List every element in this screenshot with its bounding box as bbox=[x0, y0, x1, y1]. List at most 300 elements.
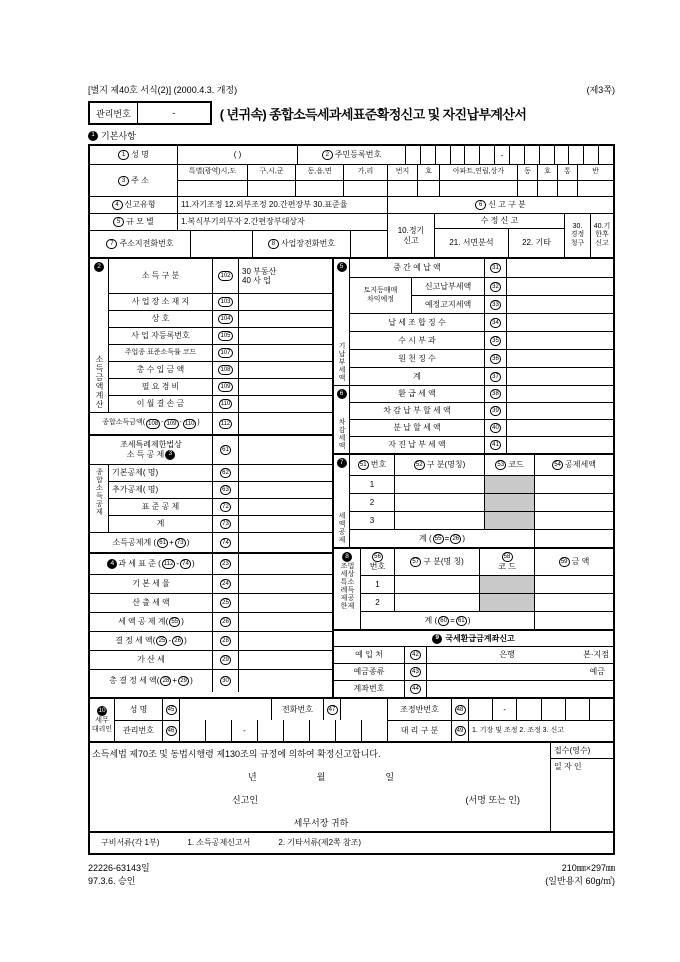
tax-base-input[interactable] bbox=[238, 554, 332, 574]
total-income-label: 종합소득금액( 108 - 109 - 110 ) bbox=[90, 412, 212, 434]
num-37: 37 bbox=[490, 372, 501, 382]
team-number-box[interactable] bbox=[468, 699, 492, 720]
num-57: 57 bbox=[410, 557, 421, 567]
agent-mgmt-box[interactable] bbox=[179, 720, 205, 741]
num-35: 35 bbox=[490, 336, 501, 346]
trade-name-label: 상 호 bbox=[108, 310, 212, 327]
ref-25: 25 bbox=[156, 636, 167, 646]
prepaid-total-input[interactable] bbox=[506, 367, 613, 385]
num-25: 25 bbox=[220, 598, 231, 608]
agent-mgmt-box[interactable] bbox=[309, 720, 335, 741]
addr-input-ban[interactable] bbox=[577, 180, 613, 196]
num-107: 107 bbox=[220, 350, 231, 356]
credit-head-name: 52 구 분(명칭) bbox=[394, 455, 484, 475]
notice-tax-label: 예정고지세액 bbox=[411, 295, 484, 313]
docs-section bbox=[90, 831, 613, 853]
num-73-cell bbox=[212, 515, 238, 532]
total-decided-tax-input[interactable] bbox=[238, 669, 332, 692]
section-8-marker: 8 bbox=[342, 552, 352, 562]
gubun-correction[interactable]: 30. 경정 청구 bbox=[564, 213, 590, 257]
deposit-bank-label: 예 입 처 bbox=[334, 646, 404, 663]
credit-head-amount: 54 공제세액 bbox=[534, 455, 613, 475]
installment-input[interactable] bbox=[506, 419, 613, 436]
special-row-name-input[interactable] bbox=[394, 575, 479, 593]
num-31: 31 bbox=[490, 263, 501, 273]
rrn-digit-box[interactable] bbox=[420, 146, 435, 164]
docs-item-1: 1. 소득공제신고서 bbox=[187, 838, 251, 848]
voluntary-pay-input[interactable] bbox=[506, 436, 613, 453]
footer-approval: 97.3.6. 승인 bbox=[88, 876, 136, 886]
agent-role-label: 대 리 구 분 bbox=[387, 720, 451, 741]
num-43: 43 bbox=[410, 667, 421, 677]
docs-label: 구비서류(각 1부) bbox=[101, 838, 160, 848]
rrn-digit-box[interactable] bbox=[509, 146, 524, 164]
num-37-cell bbox=[484, 367, 506, 385]
team-number-box[interactable] bbox=[541, 699, 565, 720]
num-60: 60 bbox=[438, 616, 449, 626]
rrn-digit-box[interactable] bbox=[583, 146, 598, 164]
num-102: 102 bbox=[220, 273, 231, 279]
num-59: 59 bbox=[559, 557, 570, 567]
expenses-input[interactable] bbox=[238, 378, 332, 395]
rrn-dash: - bbox=[494, 146, 509, 164]
num-42: 42 bbox=[410, 650, 421, 660]
addr-col-ban: 반 bbox=[577, 164, 613, 180]
refund-account-header: 9 국세환급금계좌신고 bbox=[334, 631, 613, 646]
team-number-boxes bbox=[468, 699, 613, 720]
addr-col-bunji: 번지 bbox=[387, 164, 417, 180]
balance-rail-label: 차감세액 bbox=[338, 418, 345, 450]
interim-prepay-label: 중 간 예 납 액 bbox=[349, 259, 484, 277]
special-row-name-input[interactable] bbox=[394, 593, 479, 611]
num-48-cell bbox=[451, 699, 468, 720]
num-104: 104 bbox=[220, 316, 231, 322]
team-number-box[interactable] bbox=[589, 699, 613, 720]
date-month-label[interactable]: 월 bbox=[316, 772, 326, 782]
num-40-cell bbox=[484, 419, 506, 436]
addr-input-tong[interactable] bbox=[557, 180, 577, 196]
standard-deduction-input[interactable] bbox=[238, 498, 332, 515]
special-head-name: 57 구 분(명 칭) bbox=[394, 549, 479, 575]
tax-assoc-input[interactable] bbox=[506, 313, 613, 331]
name-label: 성 명 bbox=[131, 150, 149, 160]
footer-paper-type: (일반용지 60g/㎡) bbox=[545, 876, 615, 886]
num-45-cell bbox=[162, 699, 179, 720]
interim-prepay-input[interactable] bbox=[506, 259, 613, 277]
section-1-marker: 1 bbox=[88, 131, 98, 141]
biz-phone-input[interactable] bbox=[350, 230, 387, 257]
credit-row-code-cell bbox=[484, 475, 534, 493]
special-rail-line2: 법상소득공제 bbox=[347, 562, 354, 610]
rrn-digit-box[interactable] bbox=[464, 146, 479, 164]
name-input[interactable]: ( ) bbox=[177, 146, 297, 164]
installment-label: 분 납 할 세 액 bbox=[349, 419, 484, 436]
credit-row-name-input[interactable] bbox=[394, 493, 484, 511]
biz-phone-label: 사업장전화번호 bbox=[280, 239, 336, 249]
agent-mgmt-box[interactable] bbox=[257, 720, 283, 741]
num-23: 23 bbox=[220, 559, 231, 569]
credit-row-name-input[interactable] bbox=[394, 511, 484, 529]
account-number-input[interactable] bbox=[426, 680, 613, 697]
num-29-cell bbox=[212, 650, 238, 669]
agent-mgmt-label: 관리번호 bbox=[114, 720, 162, 741]
num-103: 103 bbox=[220, 299, 231, 305]
credit-rail bbox=[334, 455, 349, 547]
ref-61b: 61 bbox=[456, 616, 467, 626]
home-phone-input[interactable] bbox=[190, 230, 252, 257]
gubun-regular[interactable]: 10.정기 신고 bbox=[387, 213, 434, 257]
agent-phone-input[interactable] bbox=[340, 699, 387, 720]
credit-total-input[interactable] bbox=[534, 529, 613, 547]
decided-tax-label: 결 정 세 액( 25 - 26 ) bbox=[90, 631, 212, 650]
special-row-amount-input[interactable] bbox=[534, 593, 613, 611]
deposit-bank-input[interactable] bbox=[426, 646, 613, 663]
total-decided-tax-label: 총 결 정 세 액( 28 + 29 ) bbox=[90, 669, 212, 692]
special-row-amount-input[interactable] bbox=[534, 575, 613, 593]
receipt-stamp-label-1: 접수(영수) bbox=[551, 743, 613, 759]
agent-name-input[interactable] bbox=[179, 699, 271, 720]
rrn-digit-box[interactable] bbox=[405, 146, 420, 164]
receipt-stamp-label-2: 일 자 인 bbox=[554, 762, 582, 771]
special-deduction-label: 조세특례제한법상 소 득 공 제 3 bbox=[120, 440, 182, 459]
report-type-label: 신고유형 bbox=[124, 200, 156, 210]
agent-mgmt-box[interactable] bbox=[361, 720, 387, 741]
ref-108: 108 bbox=[148, 420, 159, 427]
tax-base-label: 4 과 세 표 준 ( 112 - 74 ) bbox=[90, 554, 212, 574]
agent-role-options[interactable]: 1. 기장 및 조정 2. 조정 3. 신고 bbox=[468, 720, 613, 741]
num-108-cell bbox=[212, 361, 238, 378]
addr-col-city: 특별(광역)시,도 bbox=[177, 164, 247, 180]
num-46: 46 bbox=[166, 726, 177, 736]
comp-deduction-rail-label: 종합소득공제 bbox=[95, 468, 103, 516]
num-49-cell bbox=[451, 720, 468, 741]
deposit-type-label: 예금종류 bbox=[334, 663, 404, 680]
agent-mgmt-box[interactable] bbox=[283, 720, 309, 741]
num-40: 40 bbox=[490, 423, 501, 433]
computed-tax-input[interactable] bbox=[238, 593, 332, 612]
team-number-box[interactable] bbox=[516, 699, 540, 720]
credit-row-amount-input[interactable] bbox=[534, 493, 613, 511]
num-5: 5 bbox=[113, 217, 124, 227]
date-year-label[interactable]: 년 bbox=[247, 772, 257, 782]
ref-110: 110 bbox=[184, 420, 195, 427]
management-number-label: 관리번호 bbox=[96, 108, 131, 119]
ref-109: 109 bbox=[166, 420, 177, 427]
account-number-label: 계좌번호 bbox=[334, 680, 404, 697]
receipt-stamp-area bbox=[551, 774, 613, 831]
biz-phone-label-cell bbox=[252, 230, 350, 257]
num-24-cell bbox=[212, 574, 238, 593]
num-23-cell bbox=[212, 554, 238, 574]
withholding-label: 원 천 징 수 bbox=[349, 349, 484, 367]
rrn-digit-box[interactable] bbox=[568, 146, 583, 164]
agent-mgmt-box[interactable] bbox=[335, 720, 361, 741]
footer-form-code: 22226-63143일 bbox=[88, 863, 150, 873]
signature-note[interactable]: (서명 또는 인) bbox=[465, 795, 520, 805]
tax-assoc-label: 납 세 조 합 징 수 bbox=[349, 313, 484, 331]
num-56: 56 bbox=[372, 552, 383, 562]
rrn-digit-box[interactable] bbox=[450, 146, 465, 164]
branch-suffix: 본·지점 bbox=[583, 650, 609, 660]
num-3: 3 bbox=[118, 176, 129, 186]
agent-mgmt-dash: - bbox=[231, 720, 257, 741]
gubun-amend-etc[interactable]: 22. 기타 bbox=[508, 228, 564, 257]
basic-deduction-label: 기본공제( 명) bbox=[108, 464, 212, 481]
penalty-tax-label: 가 산 세 bbox=[90, 650, 212, 669]
team-number-dash: - bbox=[492, 699, 516, 720]
special-table-rail bbox=[334, 549, 360, 629]
net-payable-label: 차 감 납 부 할 세 액 bbox=[349, 402, 484, 419]
income-type-num-cell bbox=[212, 259, 238, 293]
docs-row bbox=[90, 833, 613, 853]
rrn-digit-box[interactable] bbox=[479, 146, 494, 164]
biz-reg-no-input[interactable] bbox=[238, 327, 332, 344]
deposit-suffix: 예금 bbox=[589, 667, 605, 677]
section-4-marker: 4 bbox=[107, 559, 117, 569]
rrn-digit-box[interactable] bbox=[539, 146, 554, 164]
deduction-subtotal-input[interactable] bbox=[238, 515, 332, 532]
num-107-cell bbox=[212, 344, 238, 361]
net-payable-input[interactable] bbox=[506, 402, 613, 419]
land-sale-label: 토지등매매 차익예정 bbox=[349, 277, 411, 313]
basic-deduction-input[interactable] bbox=[238, 464, 332, 481]
income-rail-label: 소득금액계산 bbox=[95, 355, 104, 409]
ref-29: 29 bbox=[178, 676, 189, 686]
credit-row-code-cell bbox=[484, 493, 534, 511]
num-38-cell bbox=[484, 385, 506, 402]
num-34: 34 bbox=[490, 318, 501, 328]
addr-input-dong2[interactable] bbox=[517, 180, 537, 196]
refund-tax-input[interactable] bbox=[506, 385, 613, 402]
agent-section bbox=[90, 697, 613, 741]
tax-rate-label: 기 본 세 율 bbox=[90, 574, 212, 593]
special-total-input[interactable] bbox=[534, 611, 613, 629]
addr-col-gari: 가,리 bbox=[343, 164, 387, 180]
num-72: 72 bbox=[220, 502, 231, 512]
biz-address-input[interactable] bbox=[238, 293, 332, 310]
loss-carryover-input[interactable] bbox=[238, 395, 332, 412]
section-3-marker: 3 bbox=[165, 450, 175, 460]
gubun-amend-paper[interactable]: 21. 서면분석 bbox=[434, 228, 508, 257]
reported-paid-input[interactable] bbox=[506, 277, 613, 295]
num-42-cell bbox=[404, 646, 426, 663]
rrn-digit-box[interactable] bbox=[554, 146, 569, 164]
report-type-label-cell bbox=[90, 196, 177, 213]
occasional-levy-label: 수 시 부 과 bbox=[349, 331, 484, 349]
expenses-label: 필 요 경 비 bbox=[108, 378, 212, 395]
date-day-label[interactable]: 일 bbox=[385, 772, 395, 782]
gubun-late[interactable]: 40.기 한후 신고 bbox=[590, 213, 613, 257]
num-48: 48 bbox=[455, 705, 466, 715]
home-phone-label-cell bbox=[90, 230, 190, 257]
num-52: 52 bbox=[414, 460, 425, 470]
addr-input-apt[interactable] bbox=[439, 180, 517, 196]
num-51: 51 bbox=[358, 460, 369, 470]
withholding-input[interactable] bbox=[506, 349, 613, 367]
notice-tax-input[interactable] bbox=[506, 295, 613, 313]
ref-112: 112 bbox=[163, 561, 174, 567]
special-deduction-input[interactable] bbox=[238, 436, 332, 464]
num-39-cell bbox=[484, 402, 506, 419]
num-38: 38 bbox=[490, 389, 501, 399]
balance-rail bbox=[334, 385, 349, 453]
form-title: ( 년귀속) 종합소득세과세표준확정신고 및 자진납부계산서 bbox=[219, 106, 527, 122]
num-43-cell bbox=[404, 663, 426, 680]
reported-paid-label: 신고납부세액 bbox=[411, 277, 484, 295]
num-53: 53 bbox=[495, 460, 506, 470]
addr-col-ho1: 호 bbox=[417, 164, 439, 180]
section-2-marker: 2 bbox=[94, 262, 104, 272]
declaration-section bbox=[90, 741, 613, 831]
trade-name-input[interactable] bbox=[238, 310, 332, 327]
deposit-type-input[interactable] bbox=[426, 663, 613, 680]
top-line bbox=[88, 83, 615, 96]
num-63: 63 bbox=[220, 485, 231, 495]
num-105: 105 bbox=[220, 333, 231, 339]
rrn-boxes bbox=[405, 146, 613, 164]
num-61: 61 bbox=[220, 445, 231, 455]
credit-head-code: 53 코드 bbox=[484, 455, 534, 475]
rrn-digit-box[interactable] bbox=[524, 146, 539, 164]
scale-options[interactable]: 1.복식부기의무자 2.간편장부대상자 bbox=[177, 213, 387, 230]
rrn-digit-box[interactable] bbox=[598, 146, 613, 164]
num-34-cell bbox=[484, 313, 506, 331]
declarant-label: 신고인 bbox=[232, 795, 259, 805]
num-25-cell bbox=[212, 593, 238, 612]
industry-code-input[interactable] bbox=[238, 344, 332, 361]
num-36-cell bbox=[484, 349, 506, 367]
num-110: 110 bbox=[220, 401, 231, 407]
num-45: 45 bbox=[166, 705, 177, 715]
agent-rail: 10 세무 대리인 bbox=[91, 706, 113, 733]
agent-mgmt-boxes bbox=[179, 720, 387, 741]
num-31-cell bbox=[484, 259, 506, 277]
prepaid-rail-label: 기납부세액 bbox=[338, 342, 345, 382]
section-10-marker: 10 bbox=[97, 706, 107, 716]
addr-col-apt: 아파트,연립,상가 bbox=[439, 164, 517, 180]
addr-input-bunji[interactable] bbox=[387, 180, 417, 196]
section-1-label: 기본사항 bbox=[101, 131, 136, 141]
num-4: 4 bbox=[112, 200, 123, 210]
report-type-options[interactable]: 11.자기조정 12.외부조정 20.간편장부 30.표준율 bbox=[177, 196, 387, 213]
deduction-subtotal-label: 계 bbox=[108, 515, 212, 532]
addr-col-gu: 구,시,군 bbox=[247, 164, 295, 180]
section-9-marker: 9 bbox=[432, 634, 442, 644]
addr-input-ho1[interactable] bbox=[417, 180, 439, 196]
name-label-cell bbox=[90, 146, 177, 164]
footer-paper-size: 210㎜×297㎜ bbox=[561, 863, 615, 873]
extra-deduction-input[interactable] bbox=[238, 481, 332, 498]
tax-credit-total-input[interactable] bbox=[238, 612, 332, 631]
special-row-no: 2 bbox=[360, 593, 394, 611]
num-30-cell bbox=[212, 669, 238, 692]
income-rail bbox=[90, 259, 108, 412]
num-73: 73 bbox=[220, 519, 231, 529]
credit-row-amount-input[interactable] bbox=[534, 475, 613, 493]
address-label-cell bbox=[90, 164, 177, 196]
num-110-cell bbox=[212, 395, 238, 412]
addr-input-gu[interactable] bbox=[247, 180, 295, 196]
rrn-label-cell bbox=[297, 146, 405, 164]
agent-mgmt-box[interactable] bbox=[205, 720, 231, 741]
occasional-levy-input[interactable] bbox=[506, 331, 613, 349]
credit-row-amount-input[interactable] bbox=[534, 511, 613, 529]
industry-code-label: 주업종 표준소득률 코드 bbox=[108, 344, 212, 361]
num-29: 29 bbox=[220, 655, 231, 665]
credit-row-no: 1 bbox=[349, 475, 394, 493]
num-47: 47 bbox=[327, 705, 338, 715]
ref-73: 73 bbox=[175, 538, 186, 548]
deduction-total-input[interactable] bbox=[238, 532, 332, 552]
num-8: 8 bbox=[268, 239, 279, 249]
right-column bbox=[334, 259, 613, 697]
scale-label-cell bbox=[90, 213, 177, 230]
tax-office-line: 세무서장 귀하 bbox=[293, 818, 349, 828]
num-41-cell bbox=[484, 436, 506, 453]
addr-input-gari[interactable] bbox=[343, 180, 387, 196]
num-24: 24 bbox=[220, 579, 231, 589]
main-section bbox=[90, 257, 613, 697]
total-revenue-input[interactable] bbox=[238, 361, 332, 378]
ref-26: 26 bbox=[172, 636, 183, 646]
home-phone-label: 주소지전화번호 bbox=[119, 239, 174, 249]
penalty-tax-input[interactable] bbox=[238, 650, 332, 669]
comp-deduction-rail bbox=[90, 464, 108, 532]
credit-row-name-input[interactable] bbox=[394, 475, 484, 493]
num-74: 74 bbox=[220, 538, 231, 548]
special-head-code: 58 코 드 bbox=[479, 549, 534, 575]
ref-61: 61 bbox=[157, 538, 168, 548]
total-income-input[interactable] bbox=[238, 412, 332, 434]
addr-input-dong[interactable] bbox=[295, 180, 343, 196]
loss-carryover-label: 이 월 결 손 금 bbox=[108, 395, 212, 412]
form-reference: [별지 제40호 서식(2)] (2000.4.3. 개정) bbox=[88, 85, 238, 95]
bank-suffix: 은행 bbox=[499, 650, 515, 660]
credit-row-no: 3 bbox=[349, 511, 394, 529]
num-49: 49 bbox=[455, 726, 466, 736]
special-row-code-cell bbox=[479, 593, 534, 611]
management-number-input[interactable]: - bbox=[137, 103, 210, 123]
addr-input-city[interactable] bbox=[177, 180, 247, 196]
special-row-code-cell bbox=[479, 575, 534, 593]
team-number-box[interactable] bbox=[565, 699, 589, 720]
prepaid-total-label: 계 bbox=[349, 367, 484, 385]
section-basic-header bbox=[88, 129, 615, 142]
addr-col-dong: 동,읍,면 bbox=[295, 164, 343, 180]
form-body bbox=[88, 144, 615, 855]
section-5-marker: 5 bbox=[337, 262, 347, 272]
num-33: 33 bbox=[490, 300, 501, 310]
num-105-cell bbox=[212, 327, 238, 344]
num-54: 54 bbox=[552, 460, 563, 470]
prepaid-rail bbox=[334, 259, 349, 385]
num-44: 44 bbox=[410, 684, 421, 694]
credit-head-no: 51 번호 bbox=[349, 455, 394, 475]
special-head-amount: 59 금 액 bbox=[534, 549, 613, 575]
num-32: 32 bbox=[490, 282, 501, 292]
num-33-cell bbox=[484, 295, 506, 313]
page-footer bbox=[88, 861, 615, 887]
addr-input-ho2[interactable] bbox=[537, 180, 557, 196]
income-type-input[interactable]: 30 부동산 40 사 업 bbox=[238, 259, 332, 293]
decided-tax-input[interactable] bbox=[238, 631, 332, 650]
rrn-digit-box[interactable] bbox=[435, 146, 450, 164]
team-number-label: 조정반번호 bbox=[387, 699, 451, 720]
special-head-no: 56 번호 bbox=[360, 549, 394, 575]
num-39: 39 bbox=[490, 406, 501, 416]
tax-rate-input[interactable] bbox=[238, 574, 332, 593]
num-44-cell bbox=[404, 680, 426, 697]
